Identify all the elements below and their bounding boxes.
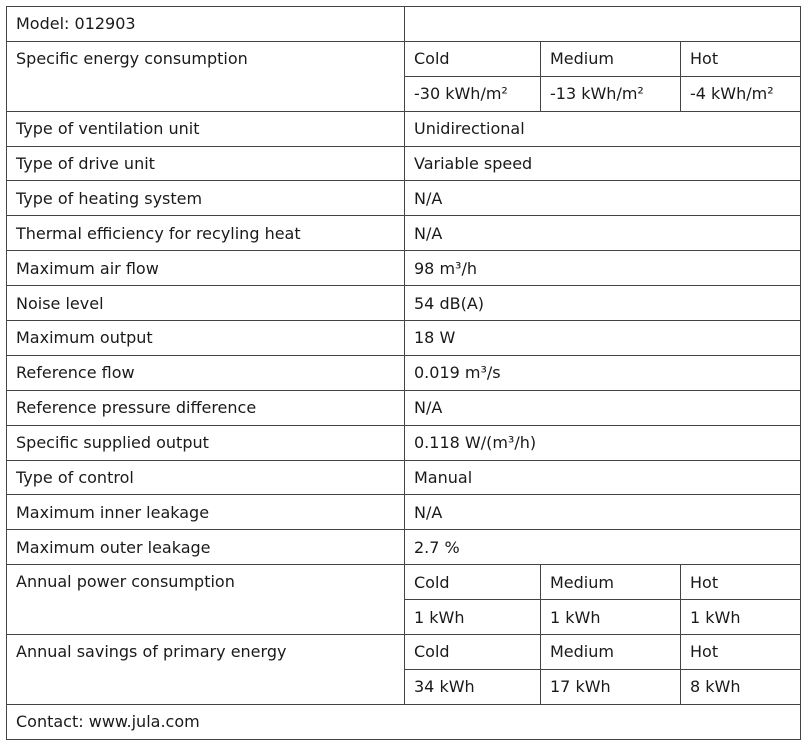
- climate-cold-header: Cold: [405, 635, 541, 670]
- table-row: [7, 460, 801, 495]
- row-label: Reference flow: [7, 355, 405, 390]
- climate-hot-header: Hot: [681, 635, 801, 670]
- row-value: N/A: [405, 495, 801, 530]
- row-label: Maximum inner leakage: [7, 495, 405, 530]
- climate-medium-header: Medium: [541, 565, 681, 600]
- table-row: [7, 355, 801, 390]
- row-label: Type of heating system: [7, 181, 405, 216]
- table-row: [7, 425, 801, 460]
- annual-savings-hot-value: 8 kWh: [681, 669, 801, 704]
- model-value-cell: [405, 7, 801, 42]
- climate-cold-header: Cold: [405, 41, 541, 76]
- table-row: [7, 251, 801, 286]
- table-row: [7, 286, 801, 321]
- contact-text: Contact: www.jula.com: [7, 704, 801, 739]
- row-label: Specific supplied output: [7, 425, 405, 460]
- row-label: Maximum output: [7, 321, 405, 356]
- annual-power-cold-value: 1 kWh: [405, 600, 541, 635]
- row-label: Type of ventilation unit: [7, 111, 405, 146]
- specific-energy-label: Specific energy consumption: [7, 41, 405, 111]
- annual-power-label: Annual power consumption: [7, 565, 405, 635]
- annual-power-hot-value: 1 kWh: [681, 600, 801, 635]
- annual-savings-cold-value: 34 kWh: [405, 669, 541, 704]
- row-value: N/A: [405, 216, 801, 251]
- row-label: Type of drive unit: [7, 146, 405, 181]
- product-data-table: [6, 6, 801, 740]
- row-value: 18 W: [405, 321, 801, 356]
- specific-energy-medium-value: -13 kWh/m²: [541, 76, 681, 111]
- row-label: Noise level: [7, 286, 405, 321]
- specific-energy-hot-value: -4 kWh/m²: [681, 76, 801, 111]
- table-row: [7, 146, 801, 181]
- row-label: Reference pressure difference: [7, 390, 405, 425]
- table-row: [7, 321, 801, 356]
- climate-hot-header: Hot: [681, 565, 801, 600]
- table-row: [7, 111, 801, 146]
- climate-cold-header: Cold: [405, 565, 541, 600]
- row-value: 0.118 W/(m³/h): [405, 425, 801, 460]
- row-value: 0.019 m³/s: [405, 355, 801, 390]
- annual-savings-label: Annual savings of primary energy: [7, 635, 405, 705]
- annual-power-medium-value: 1 kWh: [541, 600, 681, 635]
- row-value: Manual: [405, 460, 801, 495]
- model-row: [7, 7, 801, 42]
- row-value: 54 dB(A): [405, 286, 801, 321]
- row-value: Variable speed: [405, 146, 801, 181]
- row-value: 98 m³/h: [405, 251, 801, 286]
- row-value: 2.7 %: [405, 530, 801, 565]
- climate-hot-header: Hot: [681, 41, 801, 76]
- specific-energy-row: [7, 41, 801, 76]
- contact-row: [7, 704, 801, 739]
- row-label: Type of control: [7, 460, 405, 495]
- table-row: [7, 530, 801, 565]
- annual-savings-medium-value: 17 kWh: [541, 669, 681, 704]
- row-label: Maximum air flow: [7, 251, 405, 286]
- row-value: N/A: [405, 390, 801, 425]
- table-row: [7, 216, 801, 251]
- annual-savings-row: [7, 635, 801, 670]
- row-value: N/A: [405, 181, 801, 216]
- climate-medium-header: Medium: [541, 635, 681, 670]
- model-label: Model: 012903: [7, 7, 405, 42]
- table-row: [7, 390, 801, 425]
- climate-medium-header: Medium: [541, 41, 681, 76]
- table-row: [7, 181, 801, 216]
- specific-energy-cold-value: -30 kWh/m²: [405, 76, 541, 111]
- table-row: [7, 495, 801, 530]
- row-label: Maximum outer leakage: [7, 530, 405, 565]
- row-label: Thermal efficiency for recyling heat: [7, 216, 405, 251]
- row-value: Unidirectional: [405, 111, 801, 146]
- annual-power-row: [7, 565, 801, 600]
